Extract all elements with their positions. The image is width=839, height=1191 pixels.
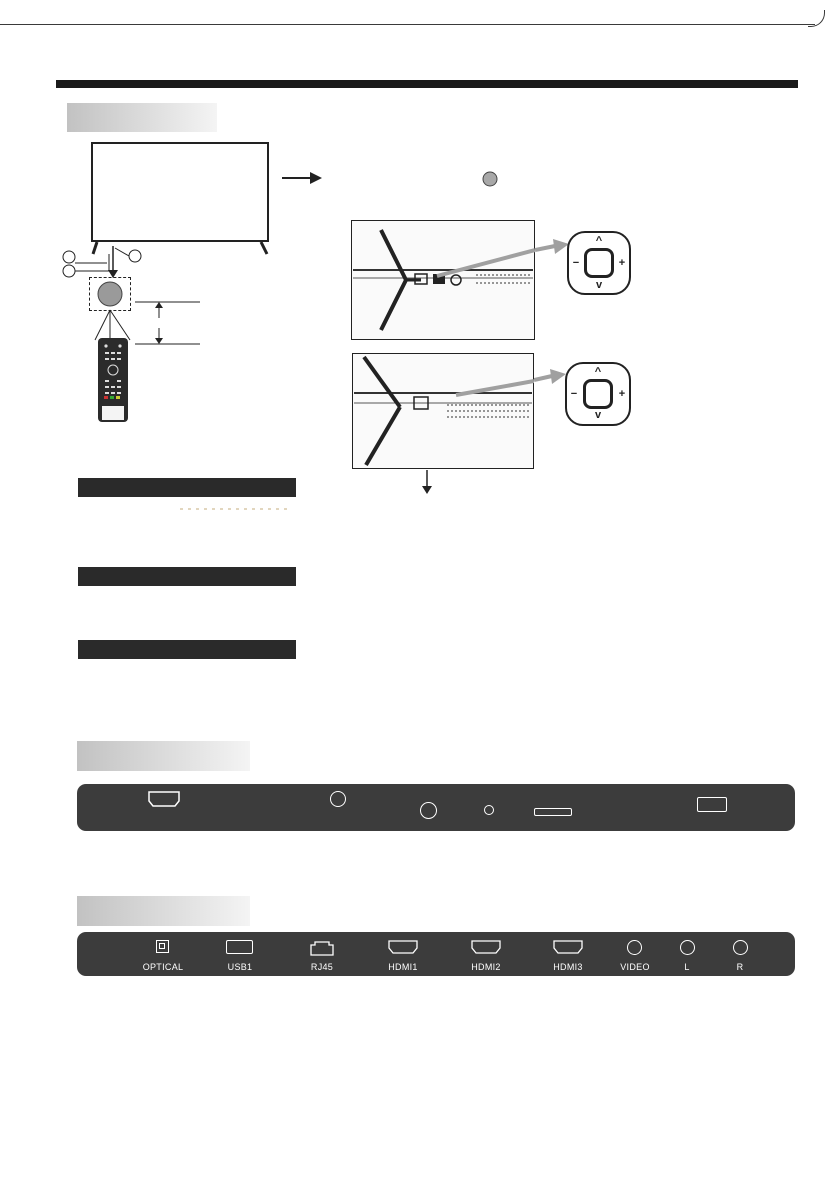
port-label-optical: OPTICAL (142, 962, 184, 972)
section-tab-rear-ports (77, 741, 250, 771)
port-label-hdmi2: HDMI2 (471, 962, 501, 972)
pointer-arrow-1 (535, 238, 571, 258)
heading-bar-1 (78, 478, 296, 497)
joystick-down-symbol: v (595, 279, 603, 291)
port-label-r: R (736, 962, 744, 972)
page-top-line (0, 24, 815, 25)
port-label-l: L (684, 962, 690, 972)
section-tab-side-ports (77, 896, 250, 926)
stand-drawing-1 (351, 220, 535, 340)
dotted-line (180, 506, 290, 512)
joystick-minus-symbol: − (572, 257, 580, 269)
down-arrow-icon (105, 246, 121, 280)
hdmi3-port-icon (553, 940, 583, 954)
down-arrow-icon-2 (419, 470, 435, 496)
tv-illustration (91, 142, 269, 242)
header-rule (56, 80, 798, 88)
indicator-dot-icon (481, 170, 499, 188)
joystick-up-symbol: ^ (595, 235, 603, 247)
optical-port-icon (156, 940, 169, 953)
joystick-center-button (584, 248, 614, 278)
joystick-down-symbol-2: v (594, 409, 602, 421)
rj45-port-icon (310, 940, 334, 956)
hdmi1-port-icon (388, 940, 418, 954)
joystick-center-button-2 (583, 379, 613, 409)
hdmi-port-icon (148, 791, 180, 807)
usb1-port-icon (226, 940, 253, 954)
pointer-arrow-2 (534, 366, 568, 386)
port-label-rj45: RJ45 (310, 962, 334, 972)
stand-drawing-2 (352, 353, 534, 469)
port-label-video: VIDEO (620, 962, 650, 972)
joystick-up-symbol-2: ^ (594, 366, 602, 378)
right-arrow-icon (280, 169, 324, 187)
video-port-icon (627, 940, 642, 955)
port-label-hdmi3: HDMI3 (553, 962, 583, 972)
heading-bar-2 (78, 567, 296, 586)
port-label-hdmi1: HDMI1 (388, 962, 418, 972)
page-corner-curve (808, 10, 825, 27)
headphone-port-icon (484, 805, 494, 815)
ci-slot-icon (534, 808, 572, 816)
audio-left-port-icon (680, 940, 695, 955)
port-label-usb1: USB1 (227, 962, 253, 972)
audio-right-port-icon (733, 940, 748, 955)
hdmi2-port-icon (471, 940, 501, 954)
section-tab-front-view (67, 103, 217, 132)
usb-port-icon (697, 797, 727, 812)
av-port-icon (420, 802, 437, 819)
antenna-port-icon (330, 791, 346, 807)
remote-control-icon (96, 336, 132, 426)
joystick-plus-symbol: + (618, 257, 626, 269)
joystick-plus-symbol-2: + (618, 388, 626, 400)
joystick-minus-symbol-2: − (570, 388, 578, 400)
heading-bar-3 (78, 640, 296, 659)
